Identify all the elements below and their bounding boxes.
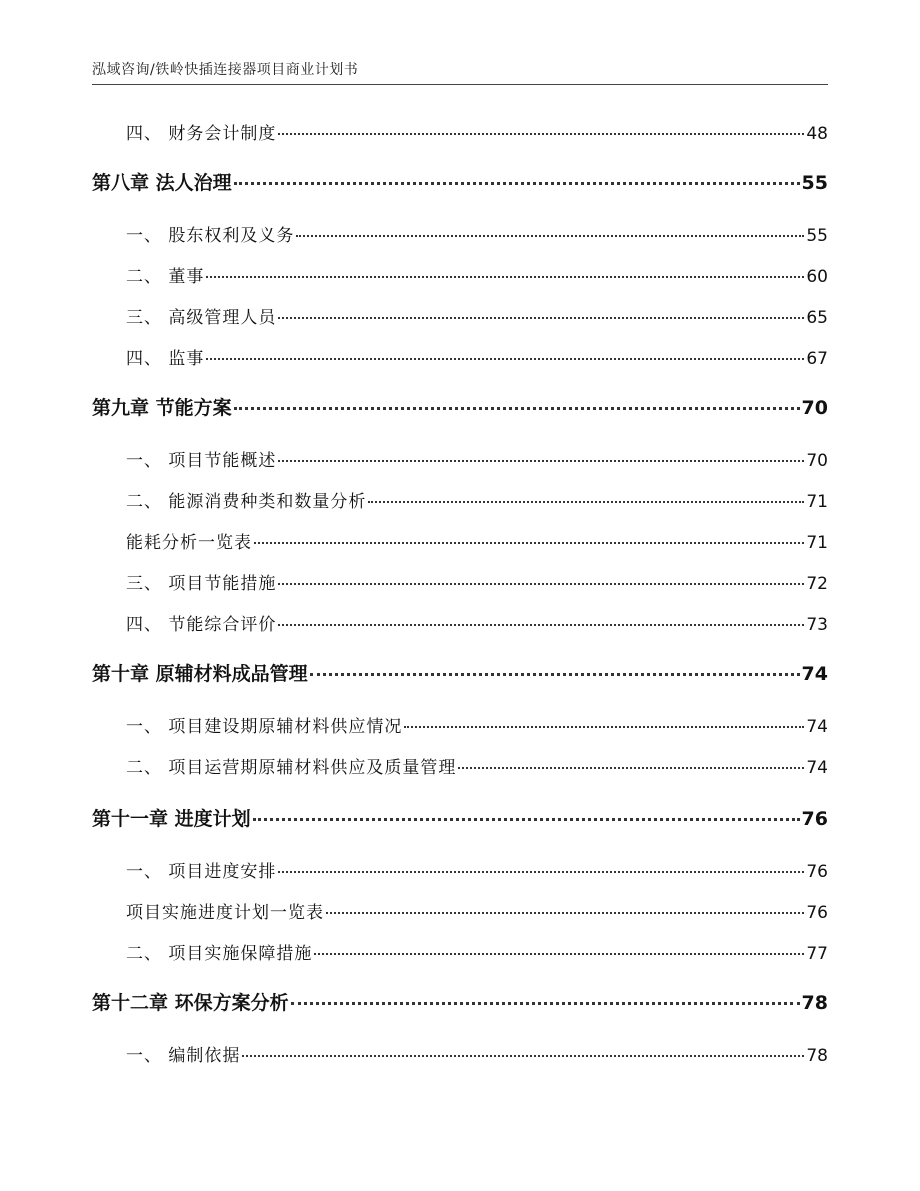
- toc-dot-leader: [278, 460, 804, 462]
- toc-section-entry[interactable]: [126, 1041, 828, 1066]
- toc-section-entry[interactable]: [126, 221, 828, 246]
- toc-entry-label: 四、 节能综合评价: [126, 615, 277, 635]
- toc-entry-label: 三、 项目节能措施: [126, 574, 277, 594]
- toc-entry-label: 一、 编制依据: [126, 1046, 241, 1066]
- toc-page-number: 65: [806, 308, 828, 328]
- toc-dot-leader: [206, 276, 804, 278]
- toc-page-number: 72: [806, 574, 828, 594]
- toc-page-number: 78: [801, 992, 828, 1014]
- toc-dot-leader: [278, 624, 804, 626]
- toc-entry-label: 第八章 法人治理: [92, 172, 232, 194]
- toc-page-number: 55: [801, 172, 828, 194]
- toc-entry-label: 三、 高级管理人员: [126, 308, 277, 328]
- toc-entry-label: 第九章 节能方案: [92, 397, 232, 419]
- toc-dot-leader: [278, 871, 804, 873]
- toc-page-number: 70: [806, 451, 828, 471]
- toc-entry-label: 二、 能源消费种类和数量分析: [126, 492, 367, 512]
- toc-section-entry[interactable]: [126, 569, 828, 594]
- toc-section-entry[interactable]: [126, 528, 828, 553]
- toc-entry-label: 项目实施进度计划一览表: [126, 903, 324, 923]
- toc-section-entry[interactable]: [126, 857, 828, 882]
- toc-chapter-entry[interactable]: [92, 168, 828, 195]
- toc-chapter-entry[interactable]: [92, 804, 828, 831]
- toc-chapter-entry[interactable]: [92, 659, 828, 686]
- toc-page-number: 76: [806, 903, 828, 923]
- toc-page-number: 55: [806, 226, 828, 246]
- toc-page-number: 70: [801, 397, 828, 419]
- toc-page-number: 71: [806, 533, 828, 553]
- toc-chapter-entry[interactable]: [92, 393, 828, 420]
- toc-entry-label: 二、 董事: [126, 267, 205, 287]
- toc-entry-label: 能耗分析一览表: [126, 533, 252, 553]
- toc-page-number: 76: [806, 862, 828, 882]
- toc-entry-label: 一、 项目建设期原辅材料供应情况: [126, 717, 403, 737]
- toc-dot-leader: [291, 1002, 800, 1005]
- toc-dot-leader: [368, 501, 804, 503]
- toc-dot-leader: [253, 818, 800, 821]
- toc-entry-label: 第十一章 进度计划: [92, 808, 251, 830]
- toc-page-number: 71: [806, 492, 828, 512]
- toc-page-number: 60: [806, 267, 828, 287]
- toc-page-number: 48: [806, 124, 828, 144]
- toc-page-number: 74: [806, 758, 828, 778]
- toc-entry-label: 四、 监事: [126, 349, 205, 369]
- toc-entry-label: 二、 项目运营期原辅材料供应及质量管理: [126, 758, 457, 778]
- toc-section-entry[interactable]: [126, 487, 828, 512]
- toc-page-number: 67: [806, 349, 828, 369]
- toc-section-entry[interactable]: [126, 610, 828, 635]
- toc-entry-label: 一、 项目进度安排: [126, 862, 277, 882]
- toc-chapter-entry[interactable]: [92, 988, 828, 1015]
- toc-dot-leader: [404, 726, 804, 728]
- toc-section-entry[interactable]: [126, 712, 828, 737]
- toc-section-entry[interactable]: [126, 939, 828, 964]
- page-header: 泓域咨询/铁岭快插连接器项目商业计划书: [92, 62, 359, 78]
- toc-dot-leader: [278, 583, 804, 585]
- toc-dot-leader: [278, 133, 804, 135]
- toc-entry-label: 一、 股东权利及义务: [126, 226, 295, 246]
- toc-section-entry[interactable]: [126, 303, 828, 328]
- toc-entry-label: 第十章 原辅材料成品管理: [92, 663, 308, 685]
- toc-dot-leader: [278, 317, 804, 319]
- toc-dot-leader: [314, 953, 804, 955]
- toc-section-entry[interactable]: [126, 344, 828, 369]
- toc-entry-label: 二、 项目实施保障措施: [126, 944, 313, 964]
- toc-entry-label: 四、 财务会计制度: [126, 124, 277, 144]
- toc-dot-leader: [234, 407, 800, 410]
- toc-dot-leader: [206, 358, 804, 360]
- toc-section-entry[interactable]: [126, 262, 828, 287]
- toc-dot-leader: [310, 673, 800, 676]
- toc-dot-leader: [234, 182, 800, 185]
- toc-dot-leader: [458, 767, 804, 769]
- toc-dot-leader: [254, 542, 804, 544]
- toc-page-number: 78: [806, 1046, 828, 1066]
- toc-page-number: 74: [801, 663, 828, 685]
- toc-entry-label: 第十二章 环保方案分析: [92, 992, 289, 1014]
- toc-section-entry[interactable]: [126, 898, 828, 923]
- toc-dot-leader: [326, 912, 804, 914]
- toc-dot-leader: [242, 1055, 804, 1057]
- toc-section-entry[interactable]: [126, 119, 828, 144]
- toc-page-number: 74: [806, 717, 828, 737]
- toc-section-entry[interactable]: [126, 446, 828, 471]
- toc-section-entry[interactable]: [126, 753, 828, 778]
- toc-entry-label: 一、 项目节能概述: [126, 451, 277, 471]
- toc-dot-leader: [296, 235, 804, 237]
- toc-page-number: 76: [801, 808, 828, 830]
- toc-page-number: 77: [806, 944, 828, 964]
- toc-page-number: 73: [806, 615, 828, 635]
